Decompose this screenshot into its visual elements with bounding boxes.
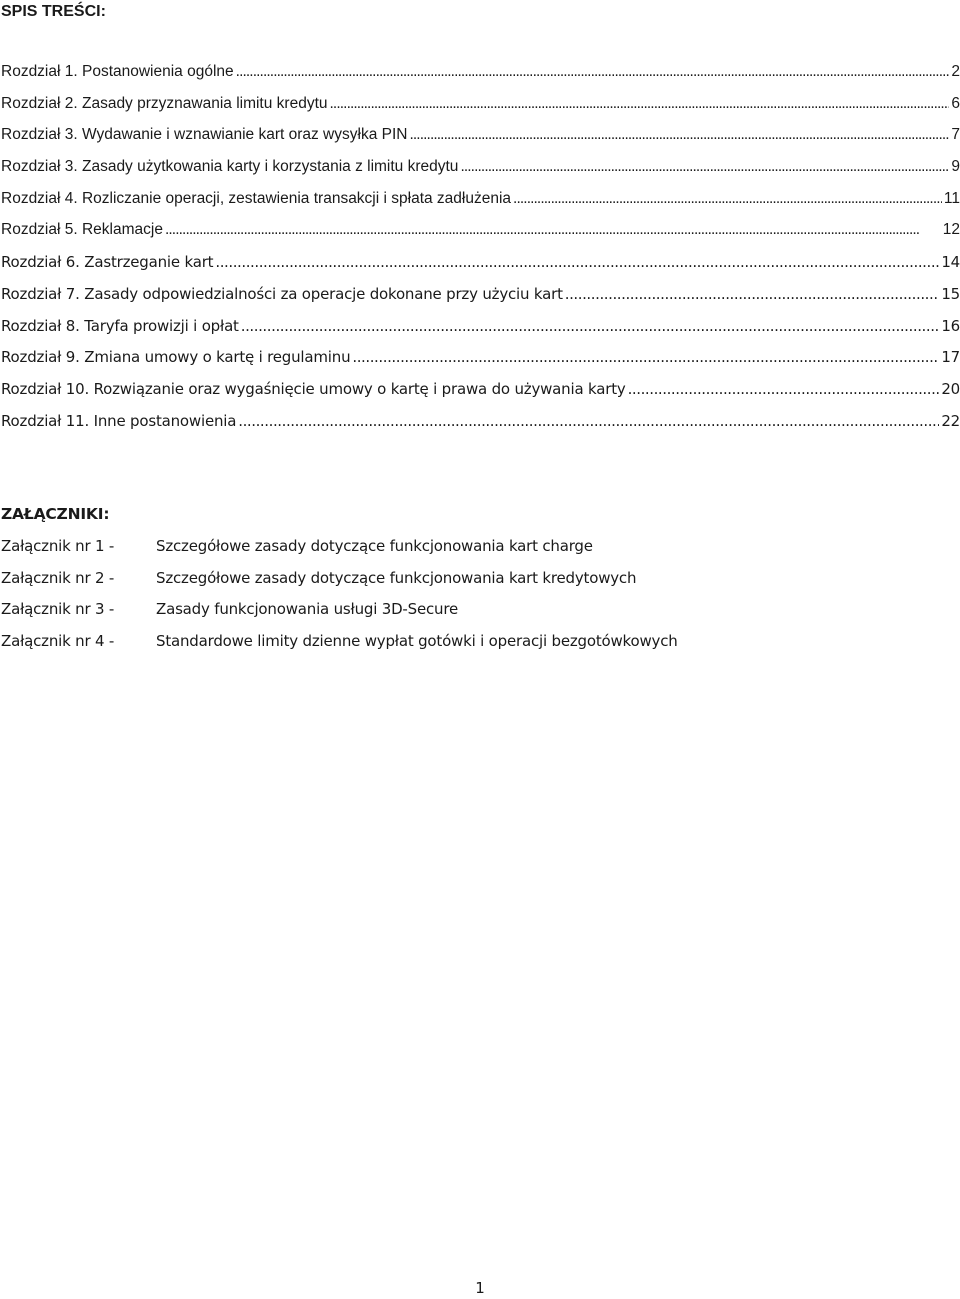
toc-leader-dots <box>628 379 940 399</box>
toc-entry-page: 12 <box>942 221 960 239</box>
toc-entry-title: Rozdział 6. Zastrzeganie kart <box>1 253 214 272</box>
toc-leader-dots <box>565 284 940 304</box>
attachments-list <box>1 536 678 662</box>
toc-entry-title: Rozdział 11. Inne postanowienia <box>1 411 237 430</box>
toc-leader-dots <box>409 125 949 145</box>
toc-entry-title: Rozdział 7. Zasady odpowiedzialności za operacje dokonane przy użyciu kart <box>1 284 563 303</box>
toc-entry-page: 11 <box>943 189 960 207</box>
toc-entry[interactable] <box>1 347 960 379</box>
toc-entry-page: 16 <box>941 316 960 335</box>
toc-entry-title: Rozdział 3. Zasady użytkowania karty i korzystania z limitu kredytu <box>1 158 459 176</box>
toc-list <box>1 62 960 442</box>
toc-entry-title: Rozdział 2. Zasady przyznawania limitu kredytu <box>1 94 328 112</box>
toc-entry-page: 7 <box>951 126 960 144</box>
toc-leader-dots <box>513 189 942 209</box>
toc-entry-title: Rozdział 4. Rozliczanie operacji, zestawienia transakcji i spłata zadłużenia <box>1 189 512 207</box>
toc-entry[interactable] <box>1 252 960 284</box>
toc-entry-page: 20 <box>941 379 960 398</box>
attachment-item <box>1 536 678 568</box>
toc-entry-title: Rozdział 10. Rozwiązanie oraz wygaśnięcie umowy o kartę i prawa do używania karty <box>1 379 626 398</box>
attachment-description: Szczegółowe zasady dotyczące funkcjonowania kart charge <box>156 537 593 555</box>
toc-entry-page: 2 <box>951 63 960 80</box>
toc-entry-page: 6 <box>951 94 960 112</box>
toc-entry[interactable] <box>1 94 960 126</box>
toc-entry-title: Rozdział 1. Postanowienia ogólne <box>1 63 234 80</box>
toc-entry[interactable] <box>1 157 960 189</box>
toc-entry-page: 22 <box>941 411 960 430</box>
attachment-label: Załącznik nr 1 - <box>1 537 115 555</box>
attachment-label: Załącznik nr 4 - <box>1 631 115 650</box>
toc-entry[interactable] <box>1 316 960 348</box>
toc-entry-title: Rozdział 9. Zmiana umowy o kartę i regulaminu <box>1 348 351 367</box>
toc-leader-dots <box>238 411 939 431</box>
attachment-item <box>1 599 678 631</box>
toc-entry[interactable] <box>1 220 960 252</box>
toc-leader-dots <box>236 62 950 82</box>
toc-heading: SPIS TREŚCI: <box>1 3 106 20</box>
attachment-description: Szczegółowe zasady dotyczące funkcjonowania kart kredytowych <box>156 568 637 587</box>
toc-entry[interactable] <box>1 411 960 443</box>
toc-leader-dots <box>241 316 940 336</box>
toc-entry[interactable] <box>1 189 960 221</box>
toc-entry[interactable] <box>1 284 960 316</box>
toc-entry-page: 14 <box>941 253 960 272</box>
attachment-label: Załącznik nr 2 - <box>1 568 115 587</box>
toc-entry-page: 9 <box>951 158 960 176</box>
attachment-description: Standardowe limity dzienne wypłat gotówki i operacji bezgotówkowych <box>156 631 678 650</box>
toc-entry[interactable] <box>1 379 960 411</box>
toc-entry-title: Rozdział 8. Taryfa prowizji i opłat <box>1 316 239 335</box>
toc-leader-dots <box>165 220 941 240</box>
toc-entry[interactable] <box>1 125 960 157</box>
toc-entry[interactable] <box>1 62 960 94</box>
attachment-item <box>1 568 678 600</box>
toc-entry-page: 15 <box>941 284 960 303</box>
attachments-heading: ZAŁĄCZNIKI: <box>1 505 110 523</box>
page-number: 1 <box>475 1279 485 1297</box>
toc-leader-dots <box>352 347 939 367</box>
toc-entry-page: 17 <box>941 348 960 367</box>
attachment-label: Załącznik nr 3 - <box>1 600 115 618</box>
toc-leader-dots <box>330 94 950 114</box>
toc-leader-dots <box>460 157 949 177</box>
toc-leader-dots <box>215 252 939 272</box>
toc-entry-title: Rozdział 5. Reklamacje <box>1 221 163 239</box>
toc-entry-title: Rozdział 3. Wydawanie i wznawianie kart oraz wysyłka PIN <box>1 126 408 144</box>
attachment-item <box>1 631 678 663</box>
attachment-description: Zasady funkcjonowania usługi 3D-Secure <box>156 600 459 618</box>
